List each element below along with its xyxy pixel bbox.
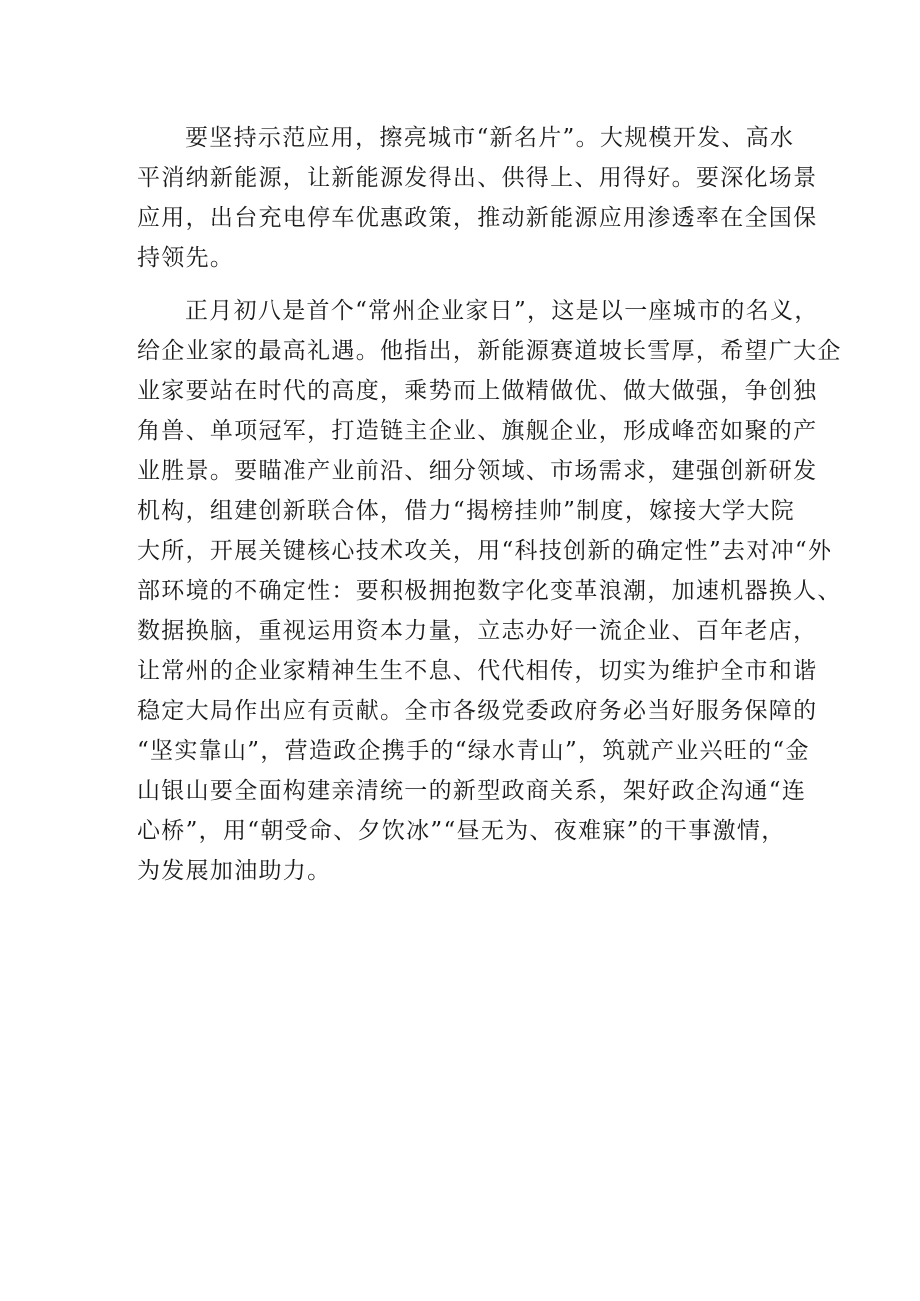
paragraph-2-line-10: 让常州的企业家精神生生不息、代代相传，切实为维护全市和谐 <box>137 658 818 684</box>
paragraph-2-line-3: 业家要站在时代的高度，乘势而上做精做优、做大做强，争创独 <box>137 378 818 404</box>
paragraph-2-line-9: 数据换脑，重视运用资本力量，立志办好一流企业、百年老店， <box>137 618 818 644</box>
paragraph-2-line-12: “坚实靠山”，营造政企携手的“绿水青山”，筑就产业兴旺的“金 <box>137 738 810 764</box>
paragraph-2-line-4: 角兽、单项冠军，打造链主企业、旗舰企业，形成峰峦如聚的产 <box>137 418 818 444</box>
paragraph-2-line-11: 稳定大局作出应有贡献。全市各级党委政府务必当好服务保障的 <box>137 698 818 724</box>
paragraph-1-line-2: 平消纳新能源，让新能源发得出、供得上、用得好。要深化场景 <box>137 165 818 191</box>
paragraph-2-line-7: 大所，开展关键核心技术攻关，用“科技创新的确定性”去对冲“外 <box>137 538 833 564</box>
paragraph-2-line-2: 给企业家的最高礼遇。他指出，新能源赛道坡长雪厚，希望广大企 <box>137 338 842 364</box>
paragraph-2-line-1: 正月初八是首个“常州企业家日”，这是以一座城市的名义， <box>185 298 819 324</box>
paragraph-2-line-5: 业胜景。要瞄准产业前沿、细分领域、市场需求，建强创新研发 <box>137 458 818 484</box>
paragraph-2-line-8: 部环境的不确定性：要积极拥抱数字化变革浪潮，加速机器换人、 <box>137 578 842 604</box>
paragraph-2-line-13: 山银山要全面构建亲清统一的新型政商关系，架好政企沟通“连 <box>137 778 807 804</box>
paragraph-1-line-1: 要坚持示范应用，擦亮城市“新名片”。大规模开发、高水 <box>185 125 795 151</box>
paragraph-2-line-6: 机构，组建创新联合体，借力“揭榜挂帅”制度，嫁接大学大院 <box>137 498 795 524</box>
paragraph-2-line-15: 为发展加油助力。 <box>137 858 332 884</box>
paragraph-1-line-3: 应用，出台充电停车优惠政策，推动新能源应用渗透率在全国保 <box>137 205 818 231</box>
paragraph-2-line-14: 心桥”，用“朝受命、夕饮冰”“昼无为、夜难寐”的干事激情， <box>137 818 786 844</box>
paragraph-1-line-4: 持领先。 <box>137 245 235 271</box>
